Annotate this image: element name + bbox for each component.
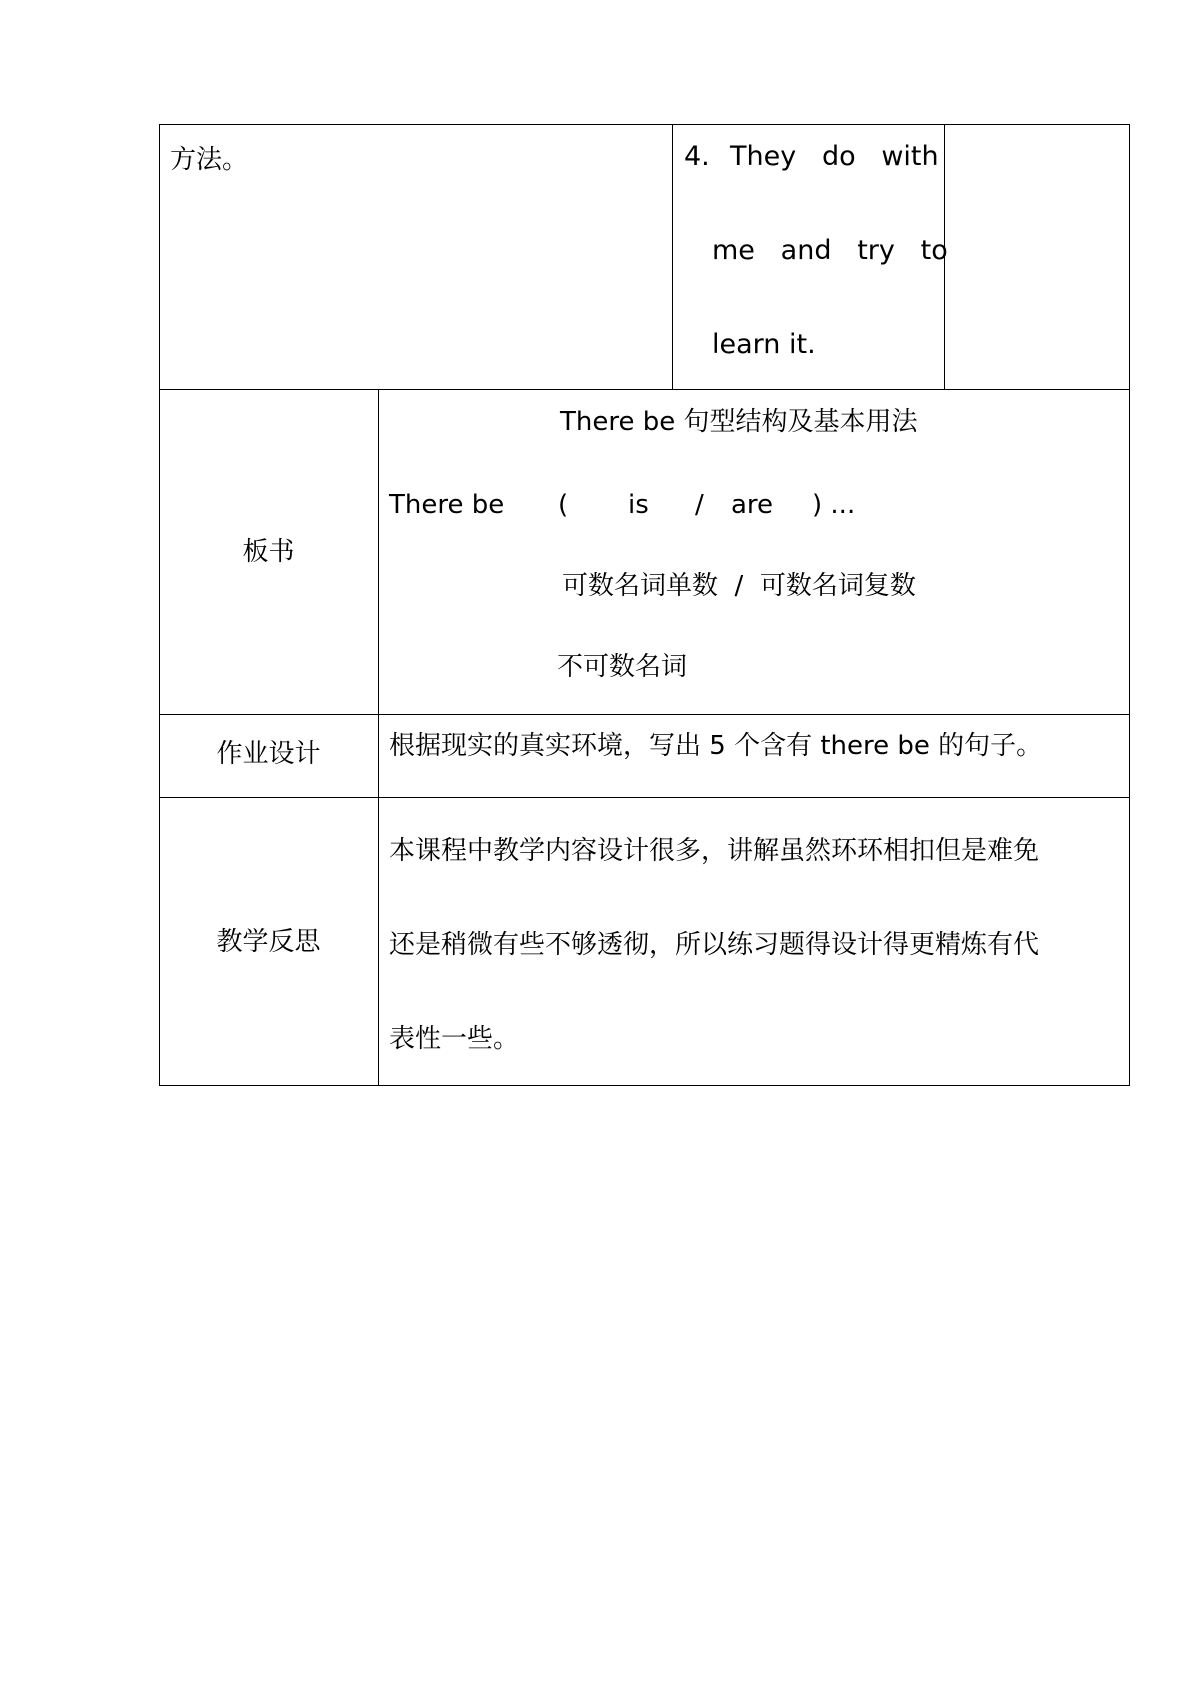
step-text-line: They do with	[730, 141, 939, 172]
row-divider	[159, 714, 1130, 715]
formula-is: is	[628, 490, 649, 520]
homework-label: 作业设计	[216, 739, 321, 769]
uncountable-nouns: 不可数名词	[557, 652, 688, 682]
step-number: 4.	[684, 141, 710, 172]
formula-start: There be	[389, 490, 505, 520]
reflection-line: 本课程中教学内容设计很多，讲解虽然环环相扣但是难免	[389, 836, 1040, 866]
method-text: 方法。	[170, 145, 249, 175]
reflection-label: 教学反思	[216, 927, 321, 957]
formula-are: are	[731, 490, 774, 520]
reflection-line: 还是稍微有些不够透彻，所以练习题得设计得更精炼有代	[389, 930, 1040, 960]
formula-slash: /	[695, 490, 704, 520]
row-divider	[159, 389, 1130, 390]
blackboard-label: 板书	[242, 537, 295, 567]
step-text-line: me and try to	[712, 235, 948, 266]
homework-text: 根据现实的真实环境，写出 5 个含有 there be 的句子。	[389, 731, 1043, 761]
row-divider	[159, 797, 1130, 798]
formula-close: ) ...	[812, 490, 856, 520]
formula-open-paren: (	[558, 490, 569, 520]
column-divider	[672, 124, 673, 390]
reflection-line: 表性一些。	[389, 1024, 520, 1054]
column-divider	[378, 389, 379, 1086]
step-text-line: learn it.	[712, 329, 816, 360]
blackboard-title: There be 句型结构及基本用法	[560, 407, 918, 437]
countable-nouns: 可数名词单数 / 可数名词复数	[562, 571, 916, 601]
